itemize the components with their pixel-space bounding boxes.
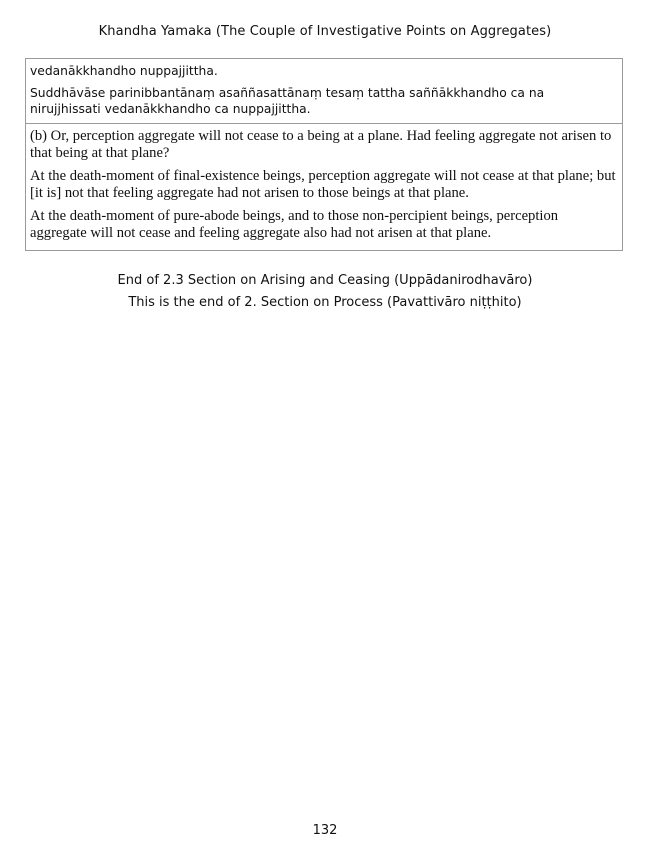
pali-line-2: Suddhāvāse parinibbantānaṃ asaññasattānaṃ tesaṃ tattha saññākkhandho ca na nirujjhissati vedanākkhandho ca nuppajjittha. [30,86,545,116]
section-end-line-1: End of 2.3 Section on Arising and Ceasing (Uppādanirodhavāro) [117,273,533,288]
english-paragraph-1: (b) Or, perception aggregate will not cease to a being at a plane. Had feeling aggregate not arisen to that being at that plane? [30,128,612,161]
page-number: 132 [312,823,338,838]
pali-line-1: vedanākkhandho nuppajjittha. [30,64,218,78]
page-header-title: Khandha Yamaka (The Couple of Investigative Points on Aggregates) [98,24,552,39]
english-paragraph-2: At the death-moment of final-existence beings, perception aggregate will not cease at that plane; but [it is] not that feeling aggregate had not arisen to those beings at that plane. [30,168,616,201]
english-text-box [25,123,623,251]
section-end-line-2: This is the end of 2. Section on Process (Pavattivāro niṭṭhito) [128,295,522,310]
english-paragraph-3: At the death-moment of pure-abode beings, and to those non-percipient beings, perception aggregate will not cease and feeling aggregate also had not arisen at that plane. [30,208,559,241]
pali-text-box [25,58,623,124]
